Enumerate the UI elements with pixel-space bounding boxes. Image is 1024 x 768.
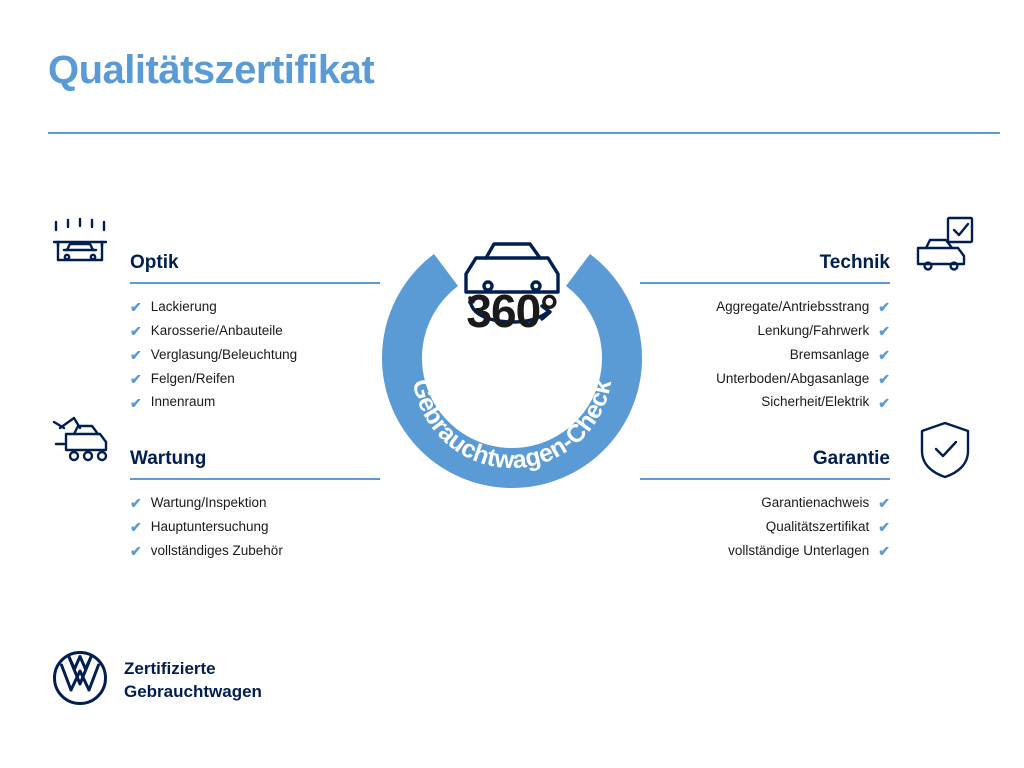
section-technik-header [640,234,890,278]
page-title: Qualitätszertifikat [48,48,375,92]
check-icon: ✔ [878,519,890,536]
section-optik-items [130,300,380,410]
list-item: ✔ Qualitätszertifikat [765,518,890,536]
list-item: ✔ Lackierung [130,299,217,316]
car-lift-icon [48,414,112,477]
vw-logo-icon [52,650,108,711]
check-icon: ✔ [878,299,890,316]
list-item: ✔ Wartung/Inspektion [130,495,267,512]
svg-text:Gebrauchtwagen-Check: Gebrauchtwagen-Check [406,376,618,475]
section-technik-items [640,300,890,410]
section-optik [130,234,380,419]
section-technik-title: Technik [819,252,890,273]
section-wartung-items [130,496,380,559]
list-item: ✔ Aggregate/Antriebsstrang [716,299,890,316]
check-icon: ✔ [130,347,142,364]
check-icon: ✔ [878,370,890,387]
list-item: ✔ Verglasung/Beleuchtung [130,346,298,364]
footer-line-2: Gebrauchtwagen [124,681,262,701]
check-icon: ✔ [130,543,142,560]
check-icon: ✔ [878,543,890,560]
list-item: ✔ Felgen/Reifen [130,370,235,387]
list-item: ✔ Karosserie/Anbauteile [130,322,283,340]
check-icon: ✔ [130,299,142,316]
center-graphic [368,200,656,500]
car-wash-icon [48,214,112,281]
list-item: ✔ Bremsanlage [789,346,890,364]
list-item: ✔ Garantienachweis [761,495,890,512]
check-icon: ✔ [878,394,890,411]
section-garantie-items [640,496,890,559]
check-icon: ✔ [130,394,142,411]
car-checklist-icon [914,214,976,281]
list-item: ✔ Lenkung/Fahrwerk [757,322,890,340]
section-garantie [640,430,890,568]
ring-360-check [368,200,656,500]
check-icon: ✔ [878,495,890,512]
check-icon: ✔ [130,495,142,512]
list-item: ✔ Unterboden/Abgasanlage [716,370,890,387]
section-optik-header [130,234,380,278]
section-wartung-divider [130,478,380,480]
shield-check-icon [918,420,972,485]
footer-text [124,658,262,704]
check-icon: ✔ [130,519,142,536]
section-garantie-header [640,430,890,474]
section-garantie-divider [640,478,890,480]
section-wartung [130,430,380,568]
section-wartung-title: Wartung [130,448,207,469]
list-item: ✔ Hauptuntersuchung [130,518,269,536]
list-item: ✔ vollständige Unterlagen [728,542,890,560]
section-optik-divider [130,282,380,284]
section-technik-divider [640,282,890,284]
check-icon: ✔ [130,370,142,387]
list-item: ✔ vollständiges Zubehör [130,542,283,560]
degrees-label: 360° [466,285,558,337]
check-icon: ✔ [878,347,890,364]
list-item: ✔ Innenraum [130,394,216,411]
list-item: ✔ Sicherheit/Elektrik [761,394,890,411]
section-garantie-title: Garantie [812,448,890,469]
check-icon: ✔ [130,323,142,340]
footer-line-1: Zertifizierte [124,658,216,678]
footer [52,650,262,711]
check-icon: ✔ [878,323,890,340]
section-wartung-header [130,430,380,474]
title-divider [48,132,1000,134]
section-optik-title: Optik [130,252,179,273]
section-technik [640,234,890,419]
